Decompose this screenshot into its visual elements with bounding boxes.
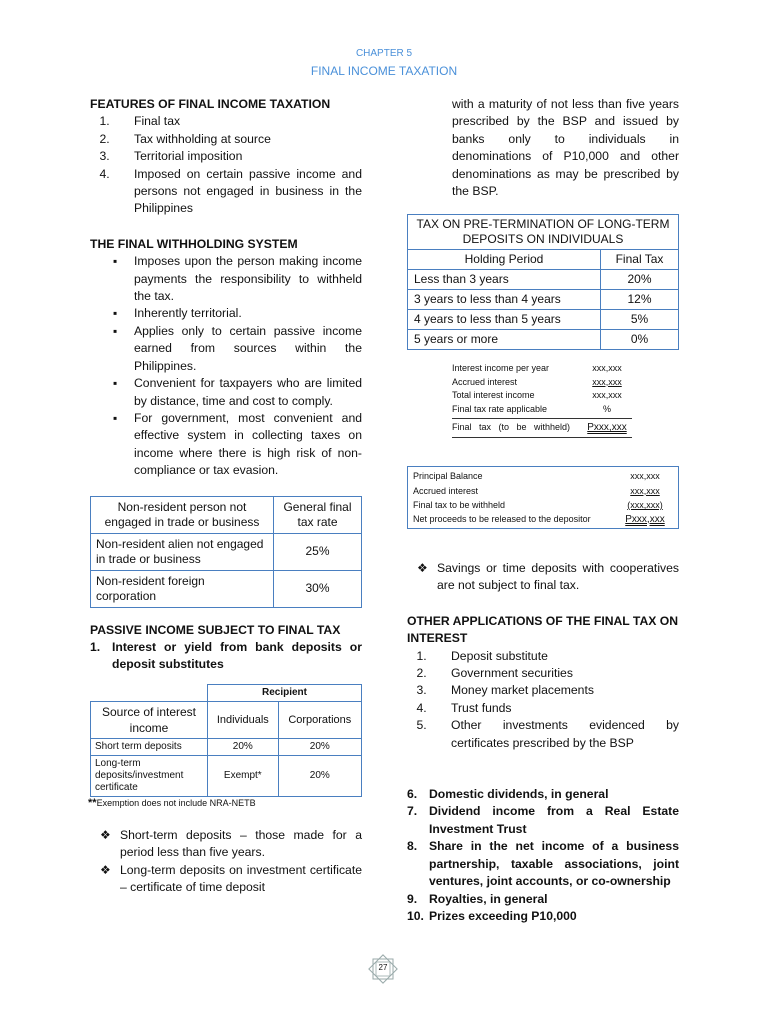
table-row bbox=[408, 330, 679, 350]
table-row bbox=[452, 403, 632, 417]
passive-heading: PASSIVE INCOME SUBJECT TO FINAL TAX bbox=[90, 622, 341, 637]
list-item: ▪ Convenient for taxpayers who are limited by distance, time and cost to comply. bbox=[113, 375, 362, 410]
table-row bbox=[413, 513, 673, 526]
fws-heading: THE FINAL WITHHOLDING SYSTEM bbox=[90, 236, 298, 251]
table-cell: Long-term deposits/investment certificate bbox=[91, 755, 208, 796]
continued-text: with a maturity of not less than five years prescribed by the BSP and issued by banks only to individuals in denominations of P10,000 and other denominations as may be prescribed by the BSP. bbox=[452, 97, 679, 199]
calc-value: Pxxx,xxx bbox=[625, 513, 665, 525]
calc-value: xxx,xxx bbox=[592, 363, 622, 373]
table-cell: 20% bbox=[278, 738, 361, 755]
list-item: 2. Tax withholding at source bbox=[113, 131, 362, 148]
list-item bbox=[407, 908, 679, 925]
list-item: ▪ Imposes upon the person making income payments the responsibility to withheld the tax. bbox=[113, 253, 362, 305]
table-row bbox=[413, 484, 673, 499]
list-item: 3. Money market placements bbox=[430, 682, 679, 699]
other-list bbox=[407, 648, 679, 752]
calc-value: (xxx,xxx) bbox=[627, 500, 663, 510]
left-column bbox=[90, 96, 362, 896]
calc-label: Final tax (to be withheld) bbox=[452, 422, 570, 432]
features-heading: FEATURES OF FINAL INCOME TAXATION bbox=[90, 97, 331, 111]
table-cell: 20% bbox=[601, 270, 679, 290]
calc-label: Final tax rate applicable bbox=[452, 403, 548, 414]
calc-value: xxx,xxx bbox=[592, 376, 622, 387]
table-header: Holding Period bbox=[408, 250, 601, 270]
table-row bbox=[91, 570, 362, 607]
list-item: ▪ Applies only to certain passive income earned from sources within the Philippines. bbox=[113, 323, 362, 375]
other-heading: OTHER APPLICATIONS OF THE FINAL TAX ON INTEREST bbox=[407, 613, 679, 646]
item-number: 9. bbox=[407, 891, 418, 906]
table-cell: 4 years to less than 5 years bbox=[408, 310, 601, 330]
table-row bbox=[452, 376, 632, 390]
item-text: Domestic dividends, in general bbox=[429, 787, 609, 802]
calc-value: Pxxx,xxx bbox=[587, 422, 627, 433]
list-item: ▪ Inherently territorial. bbox=[113, 305, 362, 322]
item-number: 6. bbox=[407, 787, 418, 802]
item-text: Prizes exceeding P10,000 bbox=[429, 908, 577, 923]
table-cell: 25% bbox=[274, 533, 362, 570]
note-star: ** bbox=[88, 796, 97, 809]
table-row bbox=[452, 362, 632, 376]
table-header: Corporations bbox=[278, 701, 361, 738]
note-text: Exemption does not include NRA-NETB bbox=[96, 797, 256, 808]
table-row bbox=[91, 533, 362, 570]
nonresident-table bbox=[90, 496, 362, 608]
passive-item-1 bbox=[90, 639, 362, 674]
list-item: 2. Government securities bbox=[430, 665, 679, 682]
item-text: Share in the net income of a business partnership, taxable associations, joint ventures, joint accounts, or co-ownership bbox=[429, 839, 679, 889]
table-cell: 20% bbox=[208, 738, 279, 755]
interest-computation bbox=[452, 362, 632, 438]
calc-label: Net proceeds to be released to the depositor bbox=[413, 513, 591, 524]
table-row bbox=[452, 389, 632, 403]
list-item: ❖ Short-term deposits – those made for a period less than five years. bbox=[90, 827, 362, 862]
table-row bbox=[413, 498, 673, 513]
table-header: Individuals bbox=[208, 701, 279, 738]
item-number: 7. bbox=[407, 804, 418, 819]
table-row bbox=[452, 418, 632, 438]
source-table bbox=[90, 684, 362, 797]
table-cell: 20% bbox=[278, 755, 361, 796]
list-item bbox=[407, 891, 679, 908]
table-cell: 0% bbox=[601, 330, 679, 350]
table-cell: 3 years to less than 4 years bbox=[408, 290, 601, 310]
list-item: 3. Territorial imposition bbox=[113, 148, 362, 165]
table-cell: 5 years or more bbox=[408, 330, 601, 350]
list-item: 4. Imposed on certain passive income and persons not engaged in business in the Philippines bbox=[113, 166, 362, 218]
calc-label: Total interest income bbox=[452, 390, 535, 400]
list-item: ❖ Savings or time deposits with cooperatives are not subject to final tax. bbox=[407, 560, 679, 595]
list-item: 4. Trust funds bbox=[430, 700, 679, 717]
table-cell: Non-resident alien not engaged in trade or business bbox=[91, 533, 274, 570]
list-item: 5. Other investments evidenced by certificates prescribed by the BSP bbox=[430, 717, 679, 752]
table-row bbox=[91, 755, 362, 796]
item-text: Interest or yield from bank deposits or deposit substitutes bbox=[112, 639, 362, 672]
calc-label: Accrued interest bbox=[452, 376, 518, 387]
table-header: General final tax rate bbox=[274, 496, 362, 533]
list-item bbox=[407, 838, 679, 890]
net-proceeds-computation bbox=[407, 466, 679, 529]
table-row bbox=[408, 270, 679, 290]
table-cell: Non-resident foreign corporation bbox=[91, 570, 274, 607]
features-list bbox=[90, 113, 362, 217]
table-cell: 30% bbox=[274, 570, 362, 607]
chapter-label: CHAPTER 5 bbox=[355, 48, 413, 59]
table-cell: 5% bbox=[601, 310, 679, 330]
table-cell: Short term deposits bbox=[91, 738, 208, 755]
calc-value: xxx,xxx bbox=[630, 485, 660, 496]
list-item: 1. Final tax bbox=[113, 113, 362, 130]
table-cell: 12% bbox=[601, 290, 679, 310]
calc-value: xxx,xxx bbox=[630, 471, 660, 481]
calc-label: Accrued interest bbox=[413, 485, 479, 496]
calc-label: Principal Balance bbox=[413, 471, 483, 481]
calc-label: Final tax to be withheld bbox=[413, 500, 506, 510]
table-cell: Less than 3 years bbox=[408, 270, 601, 290]
table-row bbox=[413, 469, 673, 484]
recipient-header: Recipient bbox=[208, 684, 362, 701]
passive-items-continued bbox=[407, 786, 679, 925]
calc-value: % bbox=[602, 403, 611, 414]
list-item: 1. Deposit substitute bbox=[430, 648, 679, 665]
table-header: Source of interest income bbox=[91, 701, 208, 738]
calc-value: xxx,xxx bbox=[592, 390, 622, 400]
right-column bbox=[407, 96, 679, 350]
item-number: 1. bbox=[90, 639, 101, 654]
pretermination-table bbox=[407, 214, 679, 350]
calc-label: Interest income per year bbox=[452, 363, 550, 373]
list-item bbox=[407, 803, 679, 838]
deposit-bullets bbox=[90, 827, 362, 897]
item-number: 10. bbox=[407, 908, 424, 923]
table-header: Non-resident person not engaged in trade or business bbox=[91, 496, 274, 533]
table-header: Final Tax bbox=[601, 250, 679, 270]
table-row bbox=[91, 738, 362, 755]
table-row bbox=[408, 310, 679, 330]
fws-list bbox=[90, 253, 362, 479]
list-item: ▪ For government, most convenient and effective system in collecting taxes on income where there is high risk of non-compliance or tax evasion. bbox=[113, 410, 362, 480]
savings-bullets bbox=[407, 560, 679, 595]
exemption-note bbox=[88, 797, 362, 809]
list-item bbox=[407, 786, 679, 803]
item-text: Royalties, in general bbox=[429, 891, 548, 906]
table-row bbox=[408, 290, 679, 310]
right-column-lower bbox=[407, 560, 679, 925]
chapter-title: FINAL INCOME TAXATION bbox=[310, 64, 458, 78]
page-number-ornament bbox=[366, 952, 400, 986]
list-item: ❖ Long-term deposits on investment certificate – certificate of time deposit bbox=[90, 862, 362, 897]
table-cell: Exempt* bbox=[208, 755, 279, 796]
item-text: Dividend income from a Real Estate Investment Trust bbox=[429, 804, 679, 836]
page-number: 27 bbox=[378, 963, 388, 972]
table-title: TAX ON PRE-TERMINATION OF LONG-TERM DEPOSITS ON INDIVIDUALS bbox=[408, 215, 679, 250]
item-number: 8. bbox=[407, 839, 418, 854]
